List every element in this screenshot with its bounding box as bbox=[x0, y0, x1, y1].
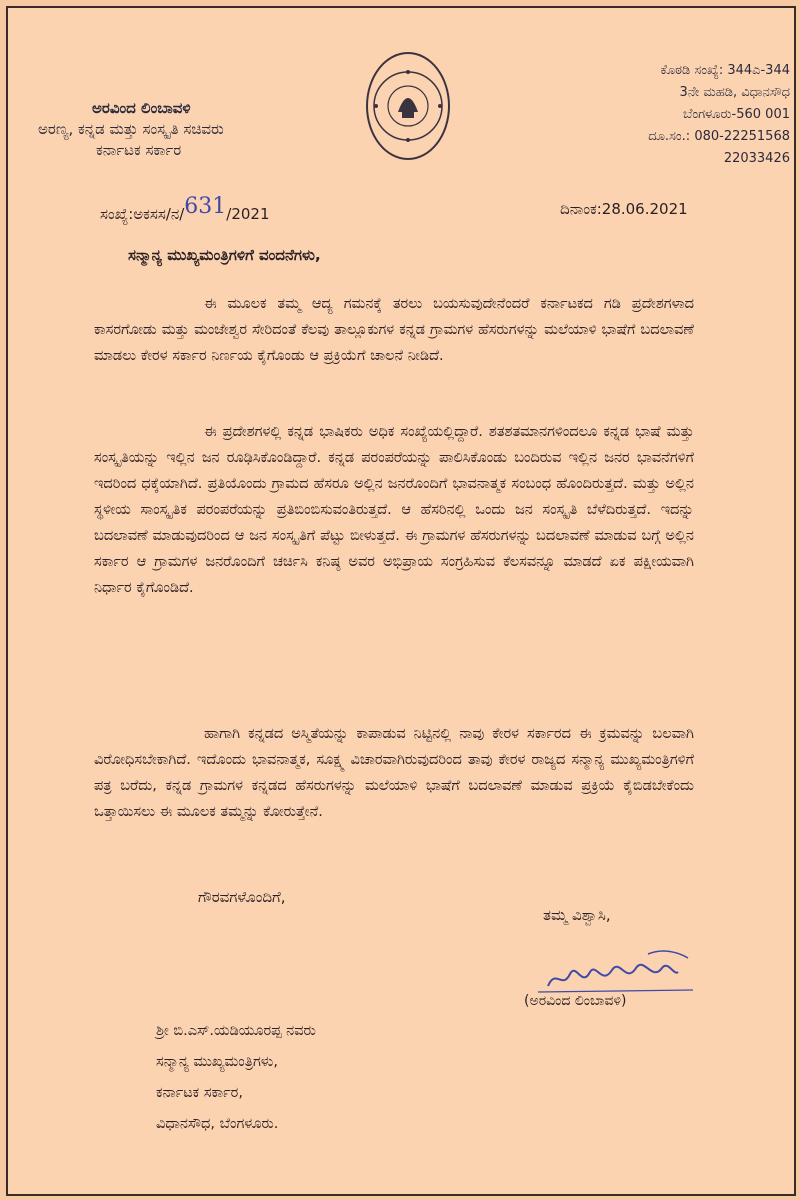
recipient-name: ಶ್ರೀ ಬಿ.ಎಸ್.ಯಡಿಯೂರಪ್ಪ ನವರು bbox=[156, 1023, 316, 1039]
office-phone-2: 22033426 bbox=[723, 151, 790, 166]
minister-header bbox=[38, 98, 224, 161]
reference-prefix: ಸಂಖ್ಯೆ:ಅಕಸಸ/ನ/ bbox=[100, 205, 185, 223]
letter-date: ದಿನಾಂಕ:28.06.2021 bbox=[560, 200, 688, 218]
office-city: ಬೆಂಗಳೂರು-560 001 bbox=[682, 107, 790, 122]
recipient-location: ವಿಧಾನಸೌಧ, ಬೆಂಗಳೂರು. bbox=[156, 1116, 279, 1132]
minister-designation: ಅರಣ್ಯ, ಕನ್ನಡ ಮತ್ತು ಸಂಸ್ಕೃತಿ ಸಚಿವರು bbox=[38, 120, 224, 138]
recipient-address bbox=[156, 1016, 316, 1140]
office-phone: ದೂ.ಸಂ.: 080-22251568 bbox=[648, 129, 790, 144]
closing: ಗೌರವಗಳೊಂದಿಗೆ, bbox=[198, 888, 286, 906]
office-room: ಕೊಠಡಿ ಸಂಖ್ಯೆ: 344ಎ-344 bbox=[660, 63, 790, 78]
emblem-icon bbox=[368, 54, 448, 158]
state-emblem-seal bbox=[366, 52, 450, 160]
paragraph-1: ಈ ಮೂಲಕ ತಮ್ಮ ಆದ್ಯ ಗಮನಕ್ಕೆ ತರಲು ಬಯಸುವುದೇನೆಂದರೆ ಕರ್ನಾಟಕದ ಗಡಿ ಪ್ರದೇಶಗಳಾದ ಕಾಸರಗೋಡು ಮತ್ತು ಮಂಜೇಶ್ವರ ಸೇರಿದಂತೆ ಕೆಲವು ತಾಲ್ಲೂಕುಗಳ ಕನ್ನಡ ಗ್ರಾಮಗಳ ಹೆಸರುಗಳನ್ನು ಮಲೆಯಾಳಿ ಭಾಷೆಗೆ ಬದಲಾವಣೆ ಮಾಡಲು ಕೇರಳ ಸರ್ಕಾರ ನಿರ್ಣಯ ಕೈಗೊಂಡು ಆ ಪ್ರಕ್ರಿಯೆಗೆ ಚಾಲನೆ ನೀಡಿದೆ. bbox=[94, 296, 694, 364]
salutation: ಸನ್ಮಾನ್ಯ ಮುಖ್ಯಮಂತ್ರಿಗಳಿಗೆ ವಂದನೆಗಳು, bbox=[128, 246, 321, 264]
reference-number bbox=[100, 194, 270, 225]
reference-handwritten-number: 631 bbox=[184, 194, 227, 219]
paragraph-3: ಹಾಗಾಗಿ ಕನ್ನಡದ ಅಸ್ಮಿತೆಯನ್ನು ಕಾಪಾಡುವ ನಿಟ್ಟಿನಲ್ಲಿ ನಾವು ಕೇರಳ ಸರ್ಕಾರದ ಈ ಕ್ರಮವನ್ನು ಬಲವಾಗಿ ವಿರೋಧಿಸಬೇಕಾಗಿದೆ. ಇದೊಂದು ಭಾವನಾತ್ಮಕ, ಸೂಕ್ಷ್ಮ ವಿಚಾರವಾಗಿರುವುದರಿಂದ ತಾವು ಕೇರಳ ರಾಜ್ಯದ ಸನ್ಮಾನ್ಯ ಮುಖ್ಯಮಂತ್ರಿಗಳಿಗೆ ಪತ್ರ ಬರೆದು, ಕನ್ನಡ ಗ್ರಾಮಗಳ ಕನ್ನಡದ ಹೆಸರುಗಳನ್ನು ಮಲೆಯಾಳಿ ಭಾಷೆಗೆ ಬದಲಾವಣೆ ಮಾಡುವ ಪ್ರಕ್ರಿಯೆ ಕೈಬಿಡಬೇಕೆಂದು ಒತ್ತಾಯಿಸಲು ಈ ಮೂಲಕ ತಮ್ಮನ್ನು ಕೋರುತ್ತೇನೆ. bbox=[94, 726, 694, 820]
signatory-name: (ಅರವಿಂದ ಲಿಂಬಾವಳಿ) bbox=[524, 993, 627, 1009]
office-floor: 3ನೇ ಮಹಡಿ, ವಿಧಾನಸೌಧ bbox=[679, 85, 790, 100]
minister-name: ಅರವಿಂದ ಲಿಂಬಾವಳಿ bbox=[92, 99, 191, 117]
reference-suffix: /2021 bbox=[226, 205, 270, 223]
office-address bbox=[648, 60, 790, 170]
recipient-government: ಕರ್ನಾಟಕ ಸರ್ಕಾರ, bbox=[156, 1085, 243, 1101]
letter-page bbox=[6, 6, 796, 1196]
minister-government: ಕರ್ನಾಟಕ ಸರ್ಕಾರ bbox=[96, 141, 182, 159]
signature-icon bbox=[528, 948, 698, 998]
recipient-title: ಸನ್ಮಾನ್ಯ ಮುಖ್ಯಮಂತ್ರಿಗಳು, bbox=[156, 1054, 278, 1070]
paragraph-2: ಈ ಪ್ರದೇಶಗಳಲ್ಲಿ ಕನ್ನಡ ಭಾಷಿಕರು ಅಧಿಕ ಸಂಖ್ಯೆಯಲ್ಲಿದ್ದಾರೆ. ಶತಶತಮಾನಗಳಿಂದಲೂ ಕನ್ನಡ ಭಾಷೆ ಮತ್ತು ಸಂಸ್ಕೃತಿಯನ್ನು ಇಲ್ಲಿನ ಜನ ರೂಢಿಸಿಕೊಂಡಿದ್ದಾರೆ. ಕನ್ನಡ ಪರಂಪರೆಯನ್ನು ಪಾಲಿಸಿಕೊಂಡು ಬಂದಿರುವ ಇಲ್ಲಿನ ಜನರ ಭಾವನೆಗಳಿಗೆ ಇದರಿಂದ ಧಕ್ಕೆಯಾಗಿದೆ. ಪ್ರತಿಯೊಂದು ಗ್ರಾಮದ ಹೆಸರೂ ಅಲ್ಲಿನ ಜನರೊಂದಿಗೆ ಭಾವನಾತ್ಮಕ ಸಂಬಂಧ ಹೊಂದಿರುತ್ತದೆ. ಮತ್ತು ಅಲ್ಲಿನ ಸ್ಥಳೀಯ ಸಾಂಸ್ಕೃತಿಕ ಪರಂಪರೆಯನ್ನು ಪ್ರತಿಬಿಂಬಿಸುವಂತಿರುತ್ತದೆ. ಆ ಹೆಸರಿನಲ್ಲಿ ಒಂದು ಜನ ಸಂಸ್ಕೃತಿ ಬೆಳೆದಿರುತ್ತದೆ. ಇದನ್ನು ಬದಲಾವಣೆ ಮಾಡುವುದರಿಂದ ಆ ಜನ ಸಂಸ್ಕೃತಿಗೆ ಪೆಟ್ಟು ಬೀಳುತ್ತದೆ. ಈ ಗ್ರಾಮಗಳ ಹೆಸರುಗಳನ್ನು ಬದಲಾವಣೆ ಮಾಡುವ ಬಗ್ಗೆ ಅಲ್ಲಿನ ಸರ್ಕಾರ ಆ ಗ್ರಾಮಗಳ ಜನರೊಂದಿಗೆ ಚರ್ಚಿಸಿ ಕನಿಷ್ಠ ಅವರ ಅಭಿಪ್ರಾಯ ಸಂಗ್ರಹಿಸುವ ಕೆಲಸವನ್ನೂ ಮಾಡದೆ ಏಕ ಪಕ್ಷೀಯವಾಗಿ ನಿರ್ಧಾರ ಕೈಗೊಂಡಿದೆ. bbox=[94, 424, 694, 596]
yours-faithfully: ತಮ್ಮ ವಿಶ್ವಾಸಿ, bbox=[543, 906, 611, 924]
